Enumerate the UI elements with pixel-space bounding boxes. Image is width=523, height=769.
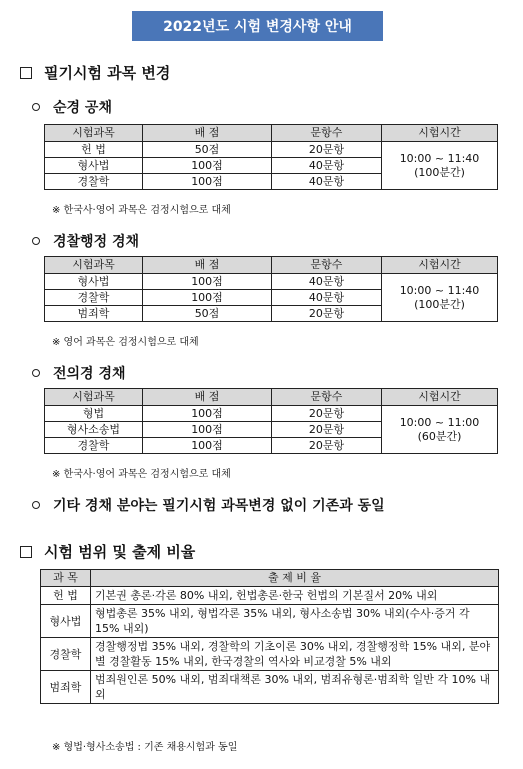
- group1-table: [44, 124, 498, 190]
- time-range: 10:00 ~ 11:00: [399, 415, 480, 429]
- circle-bullet-icon: [32, 103, 40, 111]
- time-duration: (100분간): [414, 165, 465, 179]
- col-header: 문항수: [272, 125, 382, 142]
- time-duration: (100분간): [414, 297, 465, 311]
- cell-score: 100점: [143, 438, 272, 454]
- group3-name: 전의경 경채: [53, 366, 126, 382]
- cell-score: 100점: [143, 274, 272, 290]
- col-header: 배 점: [143, 257, 272, 274]
- section2-heading: [20, 541, 195, 562]
- cell-score: 50점: [143, 306, 272, 322]
- group1-note: ※ 한국사·영어 과목은 검정시험으로 대체: [52, 205, 231, 216]
- group1-name: 순경 공채: [53, 100, 112, 116]
- cell-ratio: 기본권 총론·각론 80% 내외, 헌법총론·한국 헌법의 기본질서 20% 내외: [91, 587, 499, 605]
- section1-heading-text: 필기시험 과목 변경: [44, 64, 171, 82]
- cell-ratio: 형법총론 35% 내외, 형법각론 35% 내외, 형사소송법 30% 내외(수사·증거 각 15% 내외): [91, 605, 499, 638]
- table-row: [41, 605, 499, 638]
- checkbox-square-icon: [20, 67, 32, 79]
- other-note-heading: [32, 495, 385, 515]
- table-row: [45, 142, 498, 158]
- table-row: [41, 638, 499, 671]
- col-header: 시험과목: [45, 257, 143, 274]
- cell-score: 100점: [143, 422, 272, 438]
- table-row: [41, 671, 499, 704]
- cell-score: 100점: [143, 174, 272, 190]
- group2-heading: [32, 231, 139, 251]
- col-header: 배 점: [143, 389, 272, 406]
- cell-score: 100점: [143, 406, 272, 422]
- cell-count: 40문항: [272, 290, 382, 306]
- cell-count: 40문항: [272, 174, 382, 190]
- ratio-table: [40, 569, 499, 704]
- section2-heading-text: 시험 범위 및 출제 비율: [44, 543, 196, 561]
- cell-subject: 범죄학: [41, 671, 91, 704]
- cell-count: 40문항: [272, 158, 382, 174]
- group3-note: ※ 한국사·영어 과목은 검정시험으로 대체: [52, 469, 231, 480]
- cell-count: 20문항: [272, 306, 382, 322]
- cell-score: 50점: [143, 142, 272, 158]
- cell-score: 100점: [143, 158, 272, 174]
- cell-subject: 형사법: [41, 605, 91, 638]
- cell-subject: 범죄학: [45, 306, 143, 322]
- col-header: 시험과목: [45, 125, 143, 142]
- time-range: 10:00 ~ 11:40: [399, 151, 480, 165]
- cell-subject: 형사법: [45, 274, 143, 290]
- circle-bullet-icon: [32, 237, 40, 245]
- section2-note: ※ 형법·형사소송법 : 기존 채용시험과 동일: [52, 742, 238, 753]
- cell-count: 40문항: [272, 274, 382, 290]
- col-header: 시험시간: [382, 125, 498, 142]
- col-header: 출 제 비 율: [91, 570, 499, 587]
- cell-time: [382, 274, 498, 322]
- cell-score: 100점: [143, 290, 272, 306]
- page-title-banner: [132, 11, 383, 41]
- cell-count: 20문항: [272, 406, 382, 422]
- section1-heading: [20, 62, 170, 83]
- table-row: [45, 274, 498, 290]
- cell-subject: 형사소송법: [45, 422, 143, 438]
- group2-table: [44, 256, 498, 322]
- group3-heading: [32, 363, 126, 383]
- time-duration: (60분간): [417, 429, 462, 443]
- cell-subject: 헌 법: [41, 587, 91, 605]
- col-header: 문항수: [272, 389, 382, 406]
- col-header: 시험시간: [382, 257, 498, 274]
- cell-subject: 경찰학: [45, 174, 143, 190]
- circle-bullet-icon: [32, 369, 40, 377]
- cell-subject: 경찰학: [45, 438, 143, 454]
- col-header: 문항수: [272, 257, 382, 274]
- checkbox-square-icon: [20, 546, 32, 558]
- group2-note: ※ 영어 과목은 검정시험으로 대체: [52, 337, 199, 348]
- cell-subject: 형법: [45, 406, 143, 422]
- circle-bullet-icon: [32, 501, 40, 509]
- cell-subject: 헌 법: [45, 142, 143, 158]
- cell-subject: 경찰학: [41, 638, 91, 671]
- cell-count: 20문항: [272, 422, 382, 438]
- col-header: 배 점: [143, 125, 272, 142]
- cell-count: 20문항: [272, 438, 382, 454]
- cell-time: [382, 406, 498, 454]
- table-row: [45, 406, 498, 422]
- table-row: [41, 587, 499, 605]
- other-note-text: 기타 경채 분야는 필기시험 과목변경 없이 기존과 동일: [53, 498, 385, 514]
- group2-name: 경찰행정 경채: [53, 234, 140, 250]
- time-range: 10:00 ~ 11:40: [399, 283, 480, 297]
- group1-heading: [32, 97, 112, 117]
- group3-table: [44, 388, 498, 454]
- col-header: 시험시간: [382, 389, 498, 406]
- col-header: 과 목: [41, 570, 91, 587]
- col-header: 시험과목: [45, 389, 143, 406]
- cell-ratio: 범죄원인론 50% 내외, 범죄대책론 30% 내외, 범죄유형론·범죄학 일반 각 10% 내외: [91, 671, 499, 704]
- cell-ratio: 경찰행정법 35% 내외, 경찰학의 기초이론 30% 내외, 경찰행정학 15% 내외, 분야별 경찰활동 15% 내외, 한국경찰의 역사와 비교경찰 5% 내외: [91, 638, 499, 671]
- page-title: 2022년도 시험 변경사항 안내: [163, 19, 352, 35]
- cell-subject: 형사법: [45, 158, 143, 174]
- cell-time: [382, 142, 498, 190]
- cell-subject: 경찰학: [45, 290, 143, 306]
- cell-count: 20문항: [272, 142, 382, 158]
